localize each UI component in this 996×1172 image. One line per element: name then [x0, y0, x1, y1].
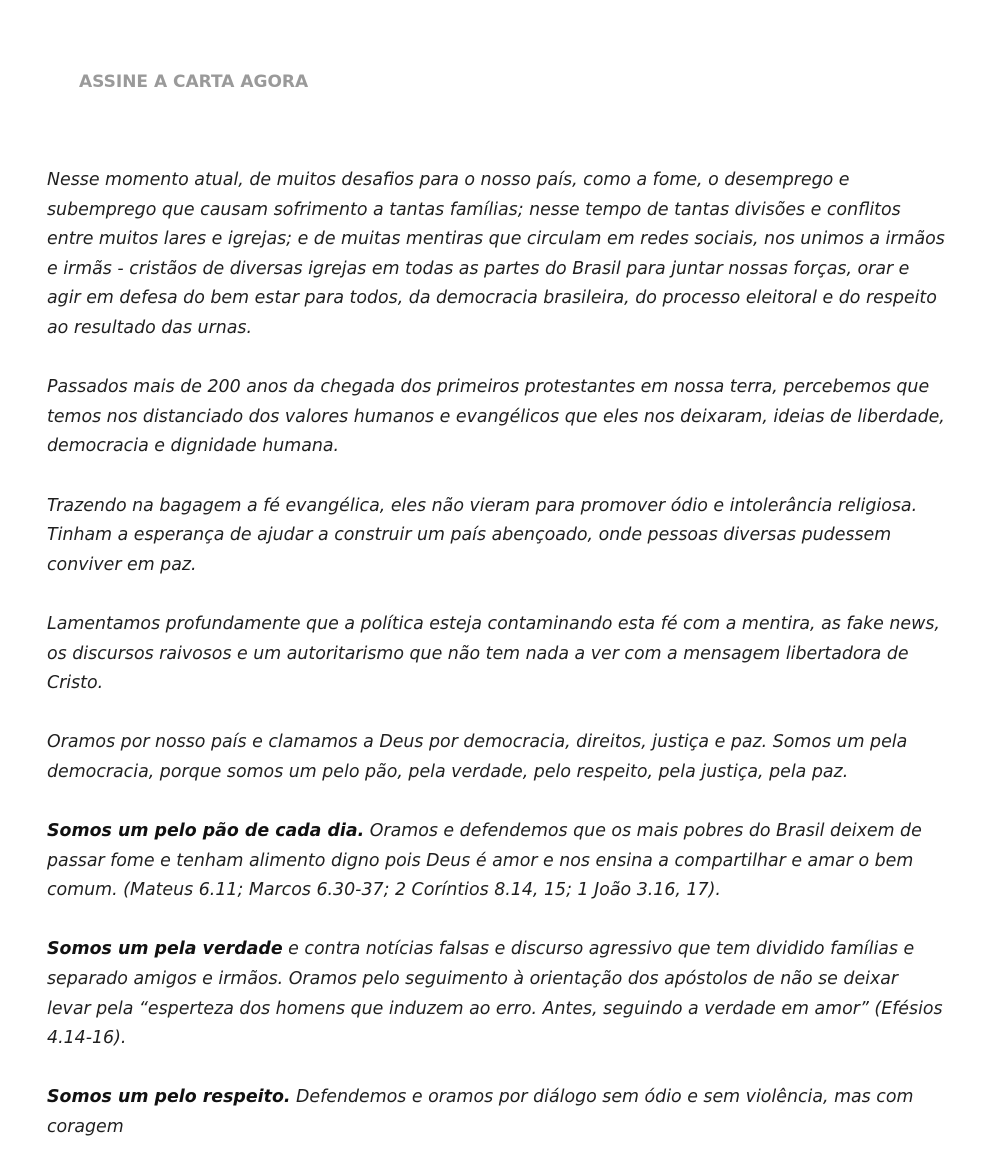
letter-paragraph-3: Trazendo na bagagem a fé evangélica, eles não vieram para promover ódio e intolerância religiosa. Tinham a esperança de ajudar a construir um país abençoado, onde pessoas diversas pudessem conviver em paz. — [47, 495, 918, 575]
paragraph-6-text: Oramos e defendemos que os mais pobres do Brasil deixem de passar fome e tenham alimento digno pois Deus é amor e nos ensina a compartilhar e amar o bem comum. (Mateus 6.11; Marcos 6.30-37; 2 Coríntios 8.14, 15; 1 João 3.16, 17). — [47, 821, 922, 901]
paragraph-7-lead: Somos um pela verdade — [47, 939, 283, 960]
paragraph-8-lead: Somos um pelo respeito. — [47, 1087, 291, 1108]
letter-paragraph-4: Lamentamos profundamente que a política esteja contaminando esta fé com a mentira, as fake news, os discursos raivosos e um autoritarismo que não tem nada a ver com a mensagem libertadora de Cristo. — [47, 613, 940, 694]
sign-letter-link[interactable]: ASSINE A CARTA AGORA — [79, 72, 309, 92]
letter-paragraph-8 — [47, 1083, 947, 1142]
paragraph-8-text: Defendemos e oramos por diálogo sem ódio e sem violência, mas com coragem — [47, 1087, 914, 1137]
letter-paragraph-6 — [47, 817, 947, 906]
letter-paragraph-1: Nesse momento atual, de muitos desafios para o nosso país, como a fome, o desemprego e subemprego que causam sofrimento a tantas famílias; nesse tempo de tantas divisões e conflitos entre muitos lares e igrejas; e de muitas mentiras que circulam em redes sociais, nos unimos a irmãos e irmãs - cristãos de diversas igrejas em todas as partes do Brasil para juntar nossas forças, orar e agir em defesa do bem estar para todos, da democracia brasileira, do processo eleitoral e do respeito ao resultado das urnas. — [47, 170, 945, 338]
paragraph-6-lead: Somos um pelo pão de cada dia. — [47, 821, 365, 842]
letter-body — [47, 166, 947, 1172]
paragraph-7-text: e contra notícias falsas e discurso agressivo que tem dividido famílias e separado amigos e irmãos. Oramos pelo seguimento à orientação dos apóstolos de não se deixar levar pela “esperteza dos homens que induzem ao erro. Antes, seguindo a verdade em amor” (Efésios 4.14-16). — [47, 939, 943, 1049]
letter-paragraph-2: Passados mais de 200 anos da chegada dos primeiros protestantes em nossa terra, percebemos que temos nos distanciado dos valores humanos e evangélicos que eles nos deixaram, ideias de liberdade, democracia e dignidade humana. — [47, 377, 945, 457]
letter-paragraph-7 — [47, 935, 947, 1053]
letter-paragraph-5: Oramos por nosso país e clamamos a Deus por democracia, direitos, justiça e paz. Somos um pela democracia, porque somos um pelo pão, pela verdade, pelo respeito, pela justiça, pela paz. — [47, 732, 908, 782]
